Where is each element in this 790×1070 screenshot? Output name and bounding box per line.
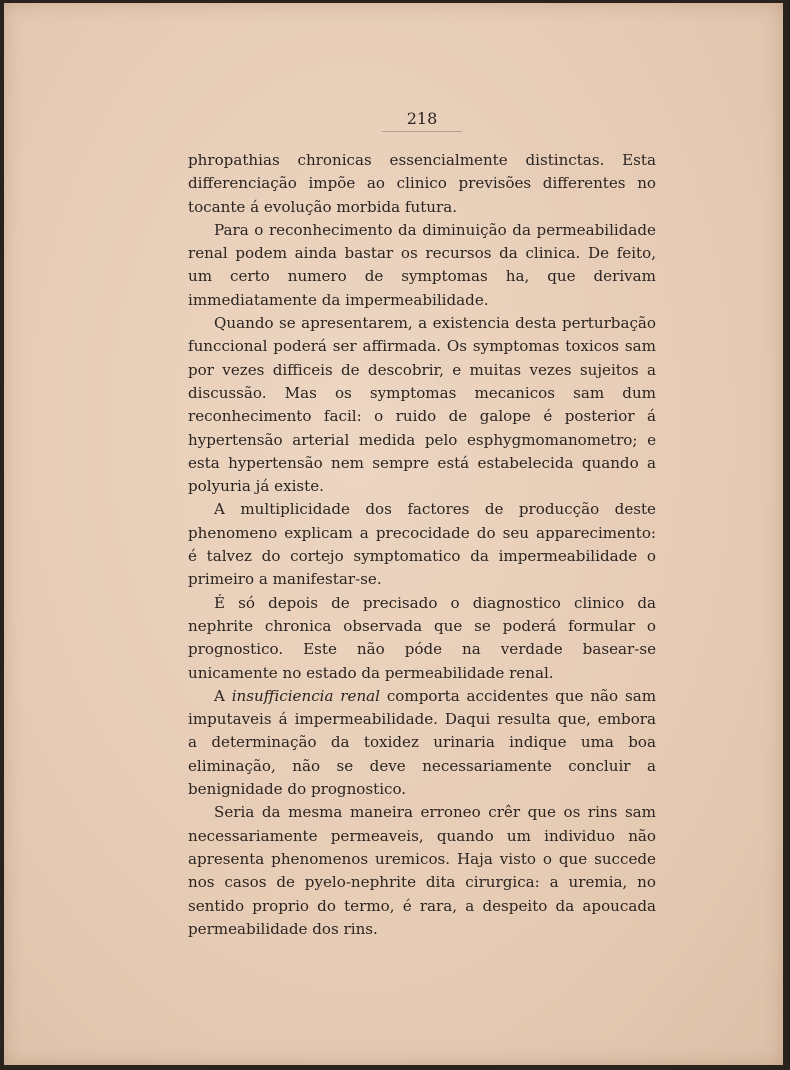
italic-term: insufficiencia renal <box>231 686 381 705</box>
paragraph-diagnostico: É só depois de precisado o diagnostico clinico da nephrite chronica observada que se poderá formular o prognostico. Este não póde na verdade basear-se unicamente no estado da permeabilidade renal. <box>188 593 656 682</box>
paragraph-continuation: phropathias chronicas essencialmente distinctas. Esta differenciação impõe ao clinico previsões differentes no tocante á evolução morbida futura. <box>188 151 656 216</box>
paragraph-quando-apresentarem: Quando se apresentarem, a existencia desta perturbação funccional poderá ser affirmada. Os symptomas toxicos sam por vezes difficeis de descobrir, e muitas vezes sujeitos a discussão. Mas os symptomas mecanicos sam dum reconhecimento facil: o ruido de galope é posterior á hypertensão arterial medida pelo esphygmomanometro; e esta hypertensão nem sempre está estabelecida quando a polyuria já existe. <box>188 314 656 496</box>
paragraph-insufficiencia-rest: comporta accidentes que não sam imputaveis á impermeabilidade. Daqui resulta que, embora a determinação da toxidez urinaria indique uma boa eliminação, não se deve necessariamente concluir a benignidade do prognostico. <box>188 686 657 799</box>
paragraph-insufficiencia-prefix: A <box>214 686 232 705</box>
paragraph-insufficiencia <box>188 685 656 801</box>
paragraph-seria: Seria da mesma maneira erroneo crêr que os rins sam necessariamente permeaveis, quando um individuo não apresenta phenomenos uremicos. Haja visto o que succede nos casos de pyelo-nephrite dita cirurgica: a uremia, no sentido proprio do termo, é rara, a despeito da apoucada permeabilidade dos rins. <box>188 803 656 938</box>
paragraph-multiplicidade: A multiplicidade dos factores de producção deste phenomeno explicam a precocidade do seu apparecimento: é talvez do cortejo symptomatico da impermeabilidade o primeiro a manifestar-se. <box>188 500 656 589</box>
book-page <box>4 3 783 1065</box>
body-text <box>188 149 656 941</box>
page-number: 218 <box>382 109 462 132</box>
paragraph-reconhecimento: Para o reconhecimento da diminuição da permeabilidade renal podem ainda bastar os recursos da clinica. De feito, um certo numero de symptomas ha, que derivam immediatamente da impermeabilidade. <box>188 220 656 309</box>
